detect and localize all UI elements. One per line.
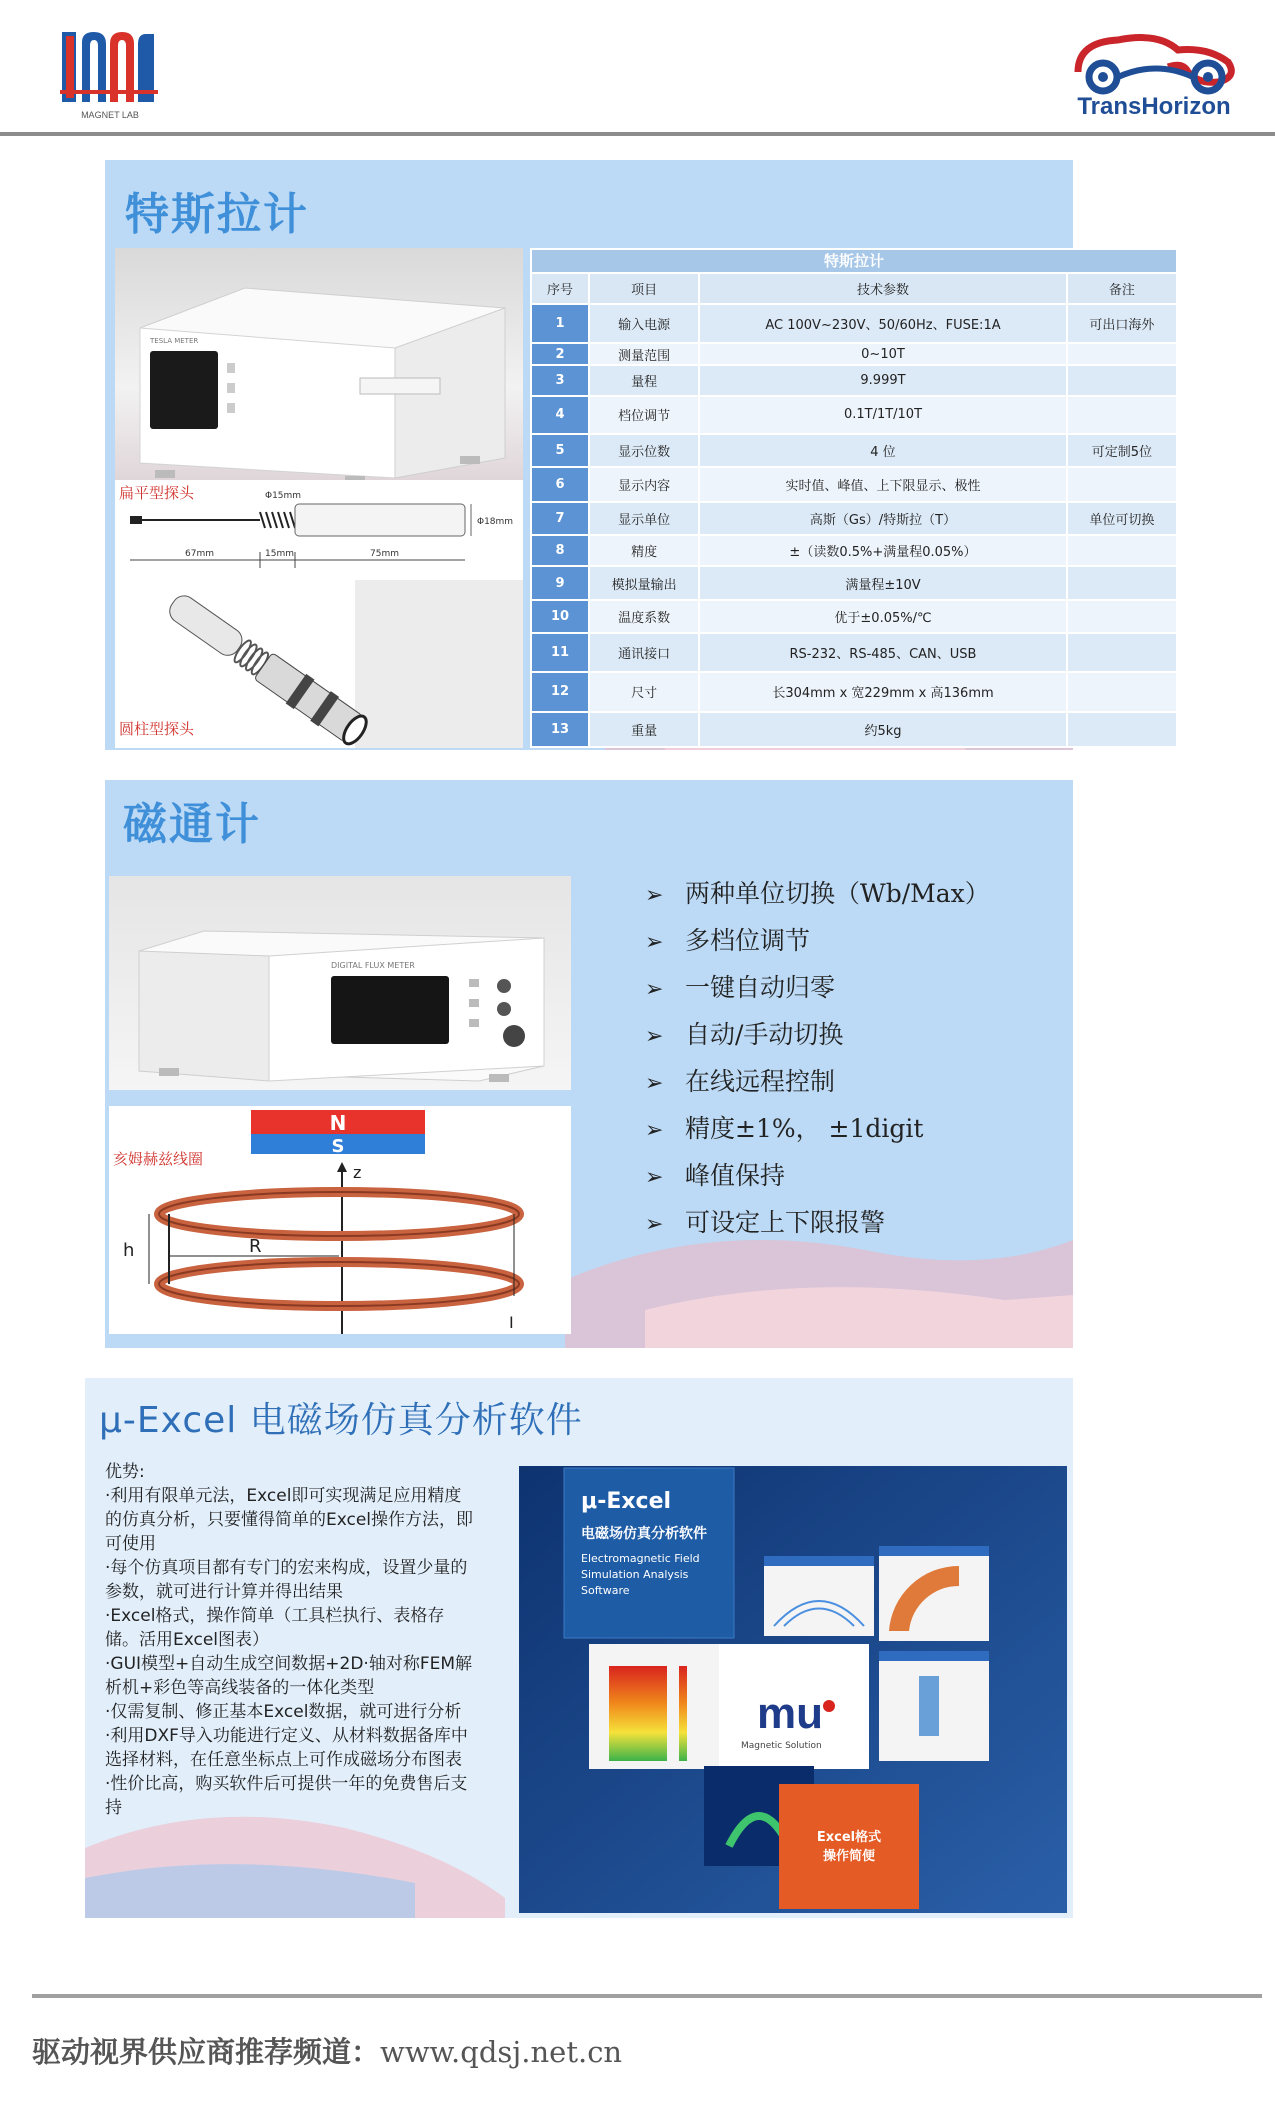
spec-cell-no: 10 [531,600,589,633]
magnet-lab-logo-text: MAGNET LAB [81,110,139,120]
advantage-line: 优势: [105,1462,145,1482]
arrow-bullet-icon: ➢ [645,1071,664,1096]
list-item [645,1011,1065,1058]
cylindrical-probe-image [115,580,523,748]
spec-cell-item: 显示位数 [589,434,699,467]
software-name: μ-Excel [581,1489,672,1514]
software-promo-image [519,1466,1067,1913]
spec-cell-item: 输入电源 [589,304,699,343]
feature-text: 两种单位切换（Wb/Max） [685,879,990,908]
flat-probe-label: 扁平型探头 [119,484,195,502]
magnet-s-label: S [331,1136,345,1157]
footer-label: 驱动视界供应商推荐频道： [32,2035,381,2069]
arrow-bullet-icon: ➢ [645,883,664,908]
advantage-line: ·仅需复制、修正基本Excel数据，就可进行分析 [105,1702,462,1722]
cylindrical-probe-label: 圆柱型探头 [119,720,195,738]
spec-header-note: 备注 [1067,273,1177,304]
advantage-line: ·Excel格式，操作简单（工具栏执行、表格存储。活用Excel图表） [105,1606,445,1650]
excel-badge-line-2: 操作简便 [822,1849,876,1864]
footer-url-link[interactable]: www.qdsj.net.cn [380,2035,623,2069]
magnet-n-label: N [329,1111,347,1135]
advantage-line: ·性价比高，购买软件后可提供一年的免费售后支持 [105,1774,468,1818]
spec-cell-param: 4 位 [699,434,1066,467]
spec-cell-note [1067,672,1177,711]
software-en-line-3: Software [581,1584,630,1597]
spec-cell-item: 温度系数 [589,600,699,633]
feature-text: 峰值保持 [685,1161,786,1190]
tesla-meter-title: 特斯拉计 [125,189,309,240]
dim-l75: 75mm [370,549,399,559]
arrow-bullet-icon: ➢ [645,930,664,955]
spec-cell-param: 优于±0.05%/℃ [699,600,1066,633]
feature-text: 可设定上下限报警 [685,1208,886,1237]
arrow-bullet-icon: ➢ [645,977,664,1002]
mu-excel-panel [85,1378,1073,1918]
spec-header-item: 项目 [589,273,699,304]
spec-cell-note [1067,566,1177,599]
footer-divider [32,1994,1262,1998]
tesla-meter-panel [105,160,1155,750]
spec-cell-item: 档位调节 [589,396,699,433]
axis-r-label: R [249,1236,262,1257]
spec-cell-param: ±（读数0.5%+满量程0.05%） [699,535,1066,566]
mu-logo-icon: mu [757,1689,823,1738]
table-row [531,633,1177,672]
magnet-lab-logo [60,30,160,125]
table-row [531,502,1177,535]
spec-cell-no: 12 [531,672,589,711]
spec-cell-item: 量程 [589,365,699,396]
dim-l67: 67mm [185,549,214,559]
feature-text: 多档位调节 [685,926,811,955]
spec-cell-item: 测量范围 [589,343,699,365]
advantage-line: ·利用DXF导入功能进行定义、从材料数据备库中选择材料，在任意坐标点上可作成磁场分布图表 [105,1726,468,1770]
spec-cell-item: 重量 [589,712,699,747]
spec-cell-note: 单位可切换 [1067,502,1177,535]
list-item [645,1152,1065,1199]
list-item [645,1105,1065,1152]
feature-text: 在线远程控制 [685,1067,836,1096]
axis-h-label: h [123,1240,135,1261]
spec-cell-no: 6 [531,467,589,502]
spec-cell-note [1067,467,1177,502]
list-item [645,1058,1065,1105]
spec-cell-note [1067,712,1177,747]
dim-l15: 15mm [265,549,294,559]
list-item [645,964,1065,1011]
table-row [531,304,1177,343]
spec-cell-param: 长304mm x 宽229mm x 高136mm [699,672,1066,711]
spec-cell-param: 约5kg [699,712,1066,747]
spec-cell-no: 7 [531,502,589,535]
flux-device-label: DIGITAL FLUX METER [331,961,415,970]
dim-d18: Φ18mm [477,517,514,527]
arrow-bullet-icon: ➢ [645,1024,664,1049]
software-en-line-1: Electromagnetic Field [581,1552,700,1565]
advantage-line: ·每个仿真项目都有专门的宏来构成，设置少量的参数，就可进行计算并得出结果 [105,1558,468,1602]
spec-cell-item: 显示内容 [589,467,699,502]
footer-text [32,2030,622,2071]
spec-cell-no: 1 [531,304,589,343]
table-row [531,535,1177,566]
advantage-line: ·利用有限单元法，Excel即可实现满足应用精度的仿真分析，只要懂得简单的Excel操作方法，即可使用 [105,1486,474,1554]
spec-cell-param: 实时值、峰值、上下限显示、极性 [699,467,1066,502]
tesla-spec-table [530,248,1178,748]
spec-cell-no: 2 [531,343,589,365]
spec-cell-param: 满量程±10V [699,566,1066,599]
table-row [531,566,1177,599]
header-divider [0,132,1275,136]
spec-cell-note [1067,535,1177,566]
spec-cell-note [1067,343,1177,365]
spec-cell-param: RS-232、RS-485、CAN、USB [699,633,1066,672]
flux-meter-photo [109,876,571,1090]
table-row [531,343,1177,365]
transhorizon-logo-text: TransHorizon [1077,93,1231,120]
transhorizon-logo [1058,22,1248,122]
advantages-text [105,1460,475,1820]
table-row [531,365,1177,396]
spec-cell-param: 高斯（Gs）/特斯拉（T） [699,502,1066,535]
spec-cell-note: 可定制5位 [1067,434,1177,467]
arrow-bullet-icon: ➢ [645,1118,664,1143]
spec-cell-no: 8 [531,535,589,566]
flux-feature-list [645,870,1065,1246]
table-row [531,712,1177,747]
spec-cell-note [1067,633,1177,672]
feature-text: 自动/手动切换 [685,1020,844,1049]
spec-cell-param: 9.999T [699,365,1066,396]
spec-table-title: 特斯拉计 [531,249,1177,273]
spec-cell-item: 模拟量输出 [589,566,699,599]
list-item [645,1199,1065,1246]
spec-cell-param: 0~10T [699,343,1066,365]
feature-text: 一键自动归零 [685,973,836,1002]
spec-cell-note [1067,396,1177,433]
spec-cell-param: AC 100V~230V、50/60Hz、FUSE:1A [699,304,1066,343]
axis-i-label: I [509,1313,514,1332]
helmholtz-coil-diagram [109,1106,571,1334]
arrow-bullet-icon: ➢ [645,1165,664,1190]
excel-badge-line-1: Excel格式 [816,1830,882,1845]
tesla-device-label: TESLA METER [150,337,199,345]
spec-cell-no: 9 [531,566,589,599]
table-row [531,600,1177,633]
table-row [531,396,1177,433]
helmholtz-coil-label: 亥姆赫兹线圈 [113,1150,204,1168]
spec-cell-note: 可出口海外 [1067,304,1177,343]
spec-cell-item: 精度 [589,535,699,566]
spec-cell-note [1067,365,1177,396]
mu-logo-subtitle: Magnetic Solution [741,1741,822,1751]
software-cn-name: 电磁场仿真分析软件 [581,1526,707,1542]
spec-cell-item: 显示单位 [589,502,699,535]
spec-cell-item: 尺寸 [589,672,699,711]
feature-text: 精度±1%， ±1digit [685,1114,924,1143]
arrow-bullet-icon: ➢ [645,1212,664,1237]
spec-header-param: 技术参数 [699,273,1066,304]
table-row [531,434,1177,467]
spec-cell-param: 0.1T/1T/10T [699,396,1066,433]
flux-meter-title: 磁通计 [123,799,261,850]
spec-cell-no: 4 [531,396,589,433]
spec-cell-no: 13 [531,712,589,747]
table-row [531,672,1177,711]
spec-header-no: 序号 [531,273,589,304]
tesla-meter-photo [115,248,523,480]
mu-excel-title: μ-Excel 电磁场仿真分析软件 [99,1400,583,1441]
dim-d15: Φ15mm [265,491,302,501]
spec-cell-no: 3 [531,365,589,396]
spec-cell-no: 5 [531,434,589,467]
software-en-line-2: Simulation Analysis [581,1568,689,1581]
list-item [645,870,1065,917]
list-item [645,917,1065,964]
spec-cell-item: 通讯接口 [589,633,699,672]
flux-meter-panel [105,780,1073,1348]
table-row [531,467,1177,502]
spec-cell-note [1067,600,1177,633]
flat-probe-diagram [115,480,523,580]
advantage-line: ·GUI模型+自动生成空间数据+2D·轴对称FEM解析机+彩色等高线装备的一体化类型 [105,1654,473,1698]
spec-cell-no: 11 [531,633,589,672]
axis-z-label: z [353,1163,362,1182]
